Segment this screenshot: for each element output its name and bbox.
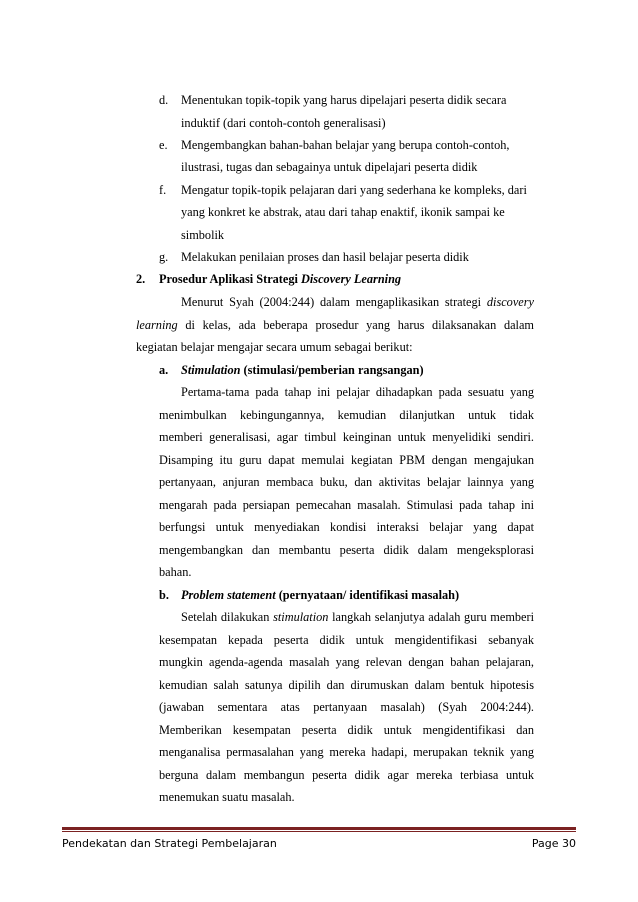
sub-a-line: Pertama-tama pada tahap ini pelajar dihadapkan pada sesuatu yang bbox=[181, 385, 534, 399]
sub-b-title-plain: (pernyataan/ identifikasi masalah) bbox=[275, 588, 460, 602]
sub-a-line: mengarah pada persiapan pemecahan masalah. Stimulasi pada tahap ini bbox=[159, 498, 534, 512]
section-heading-italic: Discovery Learning bbox=[301, 272, 402, 286]
intro-text-2a: learning bbox=[136, 318, 178, 332]
intro-line-1 bbox=[181, 294, 534, 310]
footer-divider-thin bbox=[62, 831, 576, 832]
list-item-d-line2: induktif (dari contoh-contoh generalisasi) bbox=[181, 116, 386, 130]
sub-b-line: (jawaban sementara atas pertanyaan masalah) (Syah 2004:244). bbox=[159, 700, 534, 714]
list-item-g-line1: Melakukan penilaian proses dan hasil belajar peserta didik bbox=[181, 250, 469, 264]
list-item-e-line2: ilustrasi, tugas dan sebagainya untuk dipelajari peserta didik bbox=[181, 160, 478, 174]
sub-b-line: Memberikan kesempatan peserta didik untuk mengidentifikasi dan bbox=[159, 723, 534, 737]
sub-a-line: bahan. bbox=[159, 565, 192, 579]
intro-text-1a: Menurut Syah (2004:244) dalam mengaplikasikan strategi bbox=[181, 295, 487, 309]
section-heading bbox=[159, 271, 401, 287]
sub-b-first-c: langkah selanjutya adalah guru memberi bbox=[328, 610, 534, 624]
sub-b-title-italic: Problem statement bbox=[181, 588, 276, 602]
sub-b-line: kesempatan kepada peserta didik untuk mengidentifikasi sebanyak bbox=[159, 633, 534, 647]
sub-b-line: menganalisa permasalahan yang mereka hadapi, merupakan teknik yang bbox=[159, 745, 534, 759]
intro-text-1b: discovery bbox=[486, 295, 534, 309]
sub-b-marker: b. bbox=[159, 588, 169, 602]
list-item-e-line1: Mengembangkan bahan-bahan belajar yang berupa contoh-contoh, bbox=[181, 138, 510, 152]
list-item-f-line3: simbolik bbox=[181, 228, 225, 242]
sub-a-line: pertanyaan, anjuran membaca buku, dan aktivitas belajar lainnya yang bbox=[159, 475, 534, 489]
sub-b-first-a: Setelah dilakukan bbox=[181, 610, 274, 624]
section-number: 2. bbox=[136, 272, 146, 286]
sub-a-title bbox=[181, 362, 424, 378]
sub-b-line: mungkin agenda-agenda masalah yang relevan dengan bahan pelajaran, bbox=[159, 655, 534, 669]
section-heading-text: Prosedur Aplikasi Strategi bbox=[159, 272, 301, 286]
sub-b-first-b: stimulation bbox=[273, 610, 329, 624]
list-marker-g: g. bbox=[159, 250, 169, 264]
sub-a-line: menimbulkan kebingungannya, kemudian dilanjutkan untuk tidak bbox=[159, 408, 534, 422]
sub-b-line: kemudian salah satunya dipilih dan dirumuskan dalam bentuk hipotesis bbox=[159, 678, 534, 692]
sub-a-title-italic: Stimulation bbox=[181, 363, 241, 377]
sub-b-line-first bbox=[181, 609, 534, 625]
list-item-d-line1: Menentukan topik-topik yang harus dipelajari peserta didik secara bbox=[181, 93, 507, 107]
page-number: Page 30 bbox=[531, 837, 576, 850]
list-item-f-line1: Mengatur topik-topik pelajaran dari yang sederhana ke kompleks, dari bbox=[181, 183, 527, 197]
sub-a-title-plain: (stimulasi/pemberian rangsangan) bbox=[240, 363, 424, 377]
list-item-f-line2: yang konkret ke abstrak, atau dari tahap enaktif, ikonik sampai ke bbox=[181, 205, 505, 219]
sub-a-line: mengembangkan dan membantu peserta didik dalam mengeksplorasi bbox=[159, 543, 534, 557]
footer-title: Pendekatan dan Strategi Pembelajaran bbox=[62, 837, 277, 850]
intro-line-2 bbox=[136, 317, 534, 333]
sub-a-line: Disamping itu guru dapat memulai kegiatan PBM dengan mengajukan bbox=[159, 453, 534, 467]
sub-a-line: memberi generalisasi, agar timbul keinginan untuk menyelidiki sendiri. bbox=[159, 430, 534, 444]
list-marker-e: e. bbox=[159, 138, 168, 152]
list-marker-d: d. bbox=[159, 93, 169, 107]
sub-a-line: berfungsi untuk menyediakan kondisi interaksi belajar yang dapat bbox=[159, 520, 534, 534]
intro-text-2b: di kelas, ada beberapa prosedur yang harus dilaksanakan dalam bbox=[177, 318, 534, 332]
sub-b-line: berguna dalam membangun peserta didik agar mereka terbiasa untuk bbox=[159, 768, 534, 782]
sub-b-title bbox=[181, 587, 459, 603]
footer-divider bbox=[62, 827, 576, 830]
intro-line-3: kegiatan belajar mengajar secara umum sebagai berikut: bbox=[136, 340, 413, 354]
sub-a-marker: a. bbox=[159, 363, 169, 377]
sub-b-line: menemukan suatu masalah. bbox=[159, 790, 295, 804]
list-marker-f: f. bbox=[159, 183, 167, 197]
